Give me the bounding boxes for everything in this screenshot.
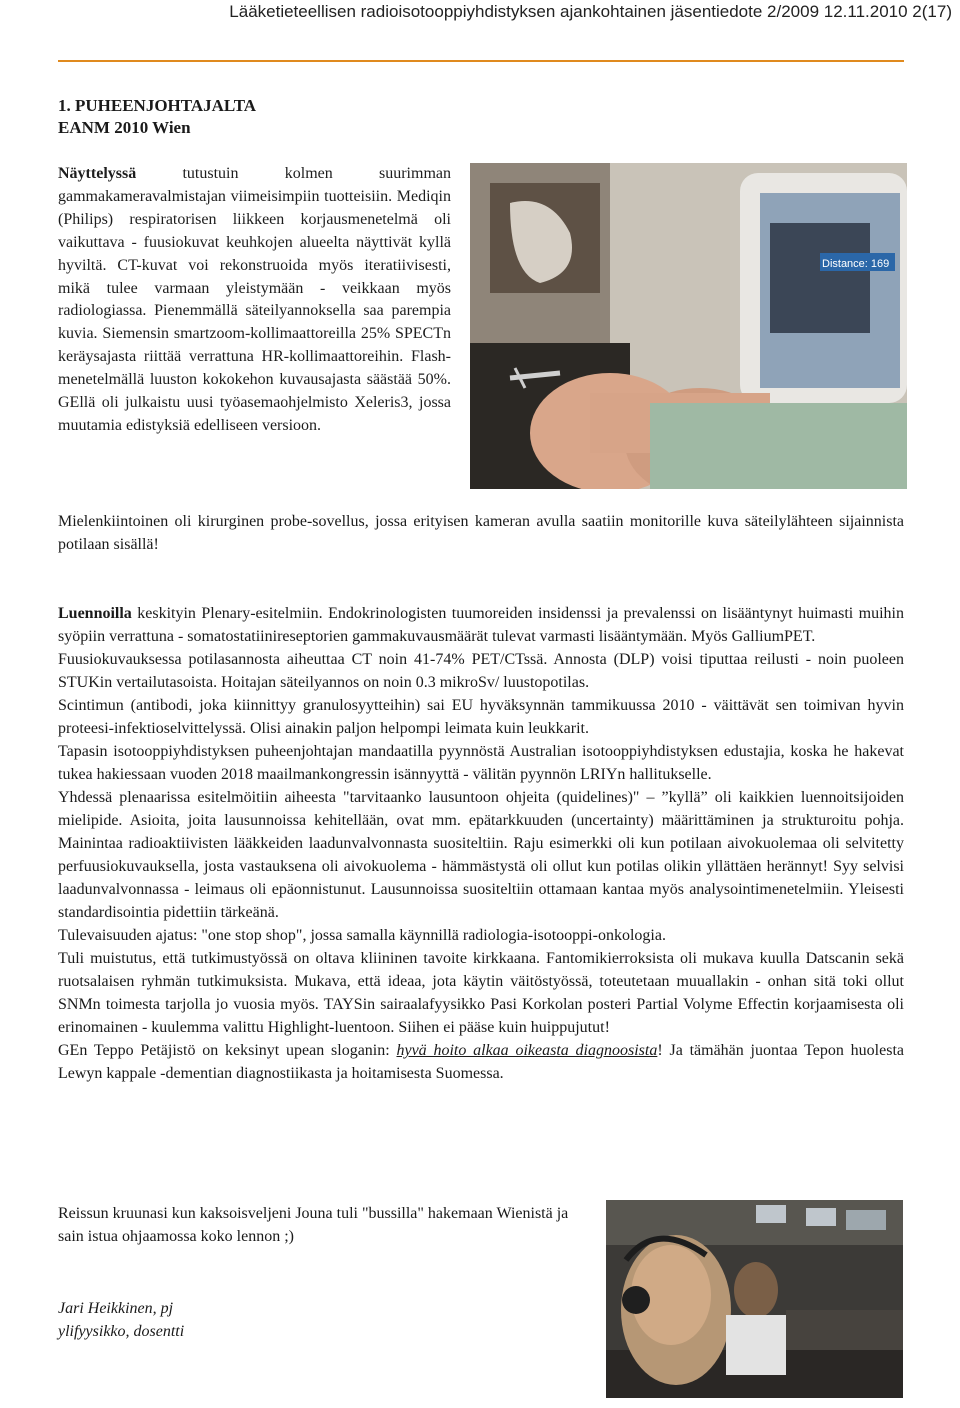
paragraph-guidelines: Yhdessä plenaarissa esitelmöitiin aiheesta "tarvitaanko lausuntoon ohjeita (quidelines)" – ”kyllä” oli kaikkien luennoitsijoiden mielipide. Asioita, joita lausunnoissa kehitellään, ovat mm. epätarkkuuden (uncertainty) määrittäminen ja strukturoitu pohja. Mainintaa radioaktiivisten lääkkeiden laadunvalvonnasta suositeltiin. Raju esimerkki oli kun potilaan aivokuolemaa oli selvitetty perfuusiokuvauksella, josta vastauksena oli aivokuolema - hämmästystä oli ollut kun potilas olikin yllättäen herännyt! Syy selvisi laadunvalvonnassa - leimaus oli epäonnistunut. Lausunnoissa suositeltiin ottamaan kantaa myös analysointimenetelmiin. Yleisesti standardisointia pidettiin tärkeänä. <box>58 789 904 921</box>
slogan-link[interactable]: hyvä hoito alkaa oikeasta diagnoosista <box>396 1042 658 1059</box>
signature-title: ylifyysikko, dosentti <box>58 1323 185 1340</box>
probe-paragraph: Mielenkiintoinen oli kirurginen probe-sovellus, jossa erityisen kameran avulla saatiin monitorille kuva säteilylähteen sijainnista potilaan sisällä! <box>58 513 904 553</box>
section-title: 1. PUHEENJOHTAJALTA <box>58 96 257 115</box>
signature-name: Jari Heikkinen, pj <box>58 1300 174 1317</box>
signature-block <box>58 1297 184 1343</box>
paragraph-fusion: Fuusiokuvauksessa potilasannosta aiheuttaa CT noin 41-74% PET/CTssä. Annosta (DLP) voisi tiputtaa reilusti - noin puoleen STUKin vertailutasoista. Hoitajan säteilyannos on noin 0.3 mikroSv/ luustopotilas. <box>58 651 904 691</box>
intro-paragraph <box>58 163 451 438</box>
monitor-distance-label: Distance: 169 <box>822 258 890 270</box>
paragraph-australia: Tapasin isotooppiyhdistyksen puheenjohtajan mandaatilla pyynnöstä Australian isotooppiyhdistyksen edustajia, koska he hakevat tukea hakiessaan vuoden 2018 maailmankongressin isännyyttä - välitän pyynnön LRIYn hallitukselle. <box>58 743 904 783</box>
exhibition-photo <box>470 163 907 489</box>
slogan-after: ! Ja tämähän juontaa Tepon huolesta Lewyn kappale -dementian diagnostiikasta ja hoitamisesta Suomessa. <box>58 1042 905 1082</box>
section-subtitle: EANM 2010 Wien <box>58 118 191 137</box>
intro-text: tutustuin kolmen suurimman gammakameravalmistajan viimeisimpiin tuotteisiin. Mediqin (Philips) respiratorisen liikkeen korjausmenetelmä oli vaikuttava - fuusiokuvat keuhkojen alueelta näyttivät kyllä hyviltä. CT-kuvat voi rekonstruoida myös iteratiivisesti, mikä tulee varmaan yleistymään - veikkaan myös radiologiassa. Pienemmällä säteilyannoksella saa parempia kuvia. Siemensin smartzoom-kollimaattoreilla 25% SPECTn keräysajasta riittää verrattuna HR-kollimaattoreihin. Flash-menetelmällä luuston kokokehon kuvausajasta säästää 50%. GEllä oli julkaistu uusi työasemaohjelmisto Xeleris3, jossa muutamia edistyksiä edelliseen versioon. <box>58 165 451 434</box>
header-divider <box>58 60 904 62</box>
slogan-before: GEn Teppo Petäjistö on keksinyt upean sloganin: <box>58 1042 397 1059</box>
paragraph-lectures <box>58 602 904 648</box>
cockpit-photo <box>606 1200 903 1398</box>
paragraph-lead: Luennoilla <box>58 605 132 622</box>
running-header: Lääketieteellisen radioisotooppiyhdistyksen ajankohtainen jäsentiedote 2/2009 12.11.2010 2(17) <box>229 2 952 21</box>
paragraph-slogan <box>58 1039 904 1085</box>
section-heading <box>58 95 256 139</box>
paragraph-scintimun: Scintimun (antibodi, joka kiinnittyy granulosyytteihin) sai EU hyväksynnän tammikuussa 2010 - väittävät sen toimivan hyvin proteesi-infektioselvittelyssä. Olisi ainakin paljon helpompi leimata kuin leukkarit. <box>58 697 904 737</box>
paragraph-research: Tuli muistutus, että tutkimustyössä on oltava kliininen tavoite kirkkaana. Fantomikierroksista oli mukava kuulla Datscanin sekä ruotsalaisen ryhmän tutkimuksista. Mukava, että ideaa, jota käytin väitöstyössä, toteutetaan muuallakin - onhan sitä toki ollut SNMn toimesta tarjolla jo vuosia myös. TAYSin sairaalafyysikko Pasi Korkolan posteri Partial Volyme Effectin korjaamisesta oli erinomainen - kuulemma valittu Highlight-luentoon. Siihen ei pääse kuin huippujutut! <box>58 950 904 1036</box>
paragraph-text: keskityin Plenary-esitelmiin. Endokrinologisten tuumoreiden insidenssi ja prevalenssi on lisääntynyt huimasti muihin syöpiin verrattuna - somatostatiinireseptorien gammakuvausmäärät tulevat varmasti lisääntymään. Myös GalliumPET. <box>58 605 904 645</box>
trip-paragraph: Reissun kruunasi kun kaksoisveljeni Jouna tuli "bussilla" hakemaan Wienistä ja sain istua ohjaamossa koko lennon ;) <box>58 1205 569 1245</box>
intro-lead: Näyttelyssä <box>58 165 137 182</box>
article-body <box>58 602 904 1085</box>
paragraph-future: Tulevaisuuden ajatus: "one stop shop", jossa samalla käynnillä radiologia-isotooppi-onkologia. <box>58 927 666 944</box>
